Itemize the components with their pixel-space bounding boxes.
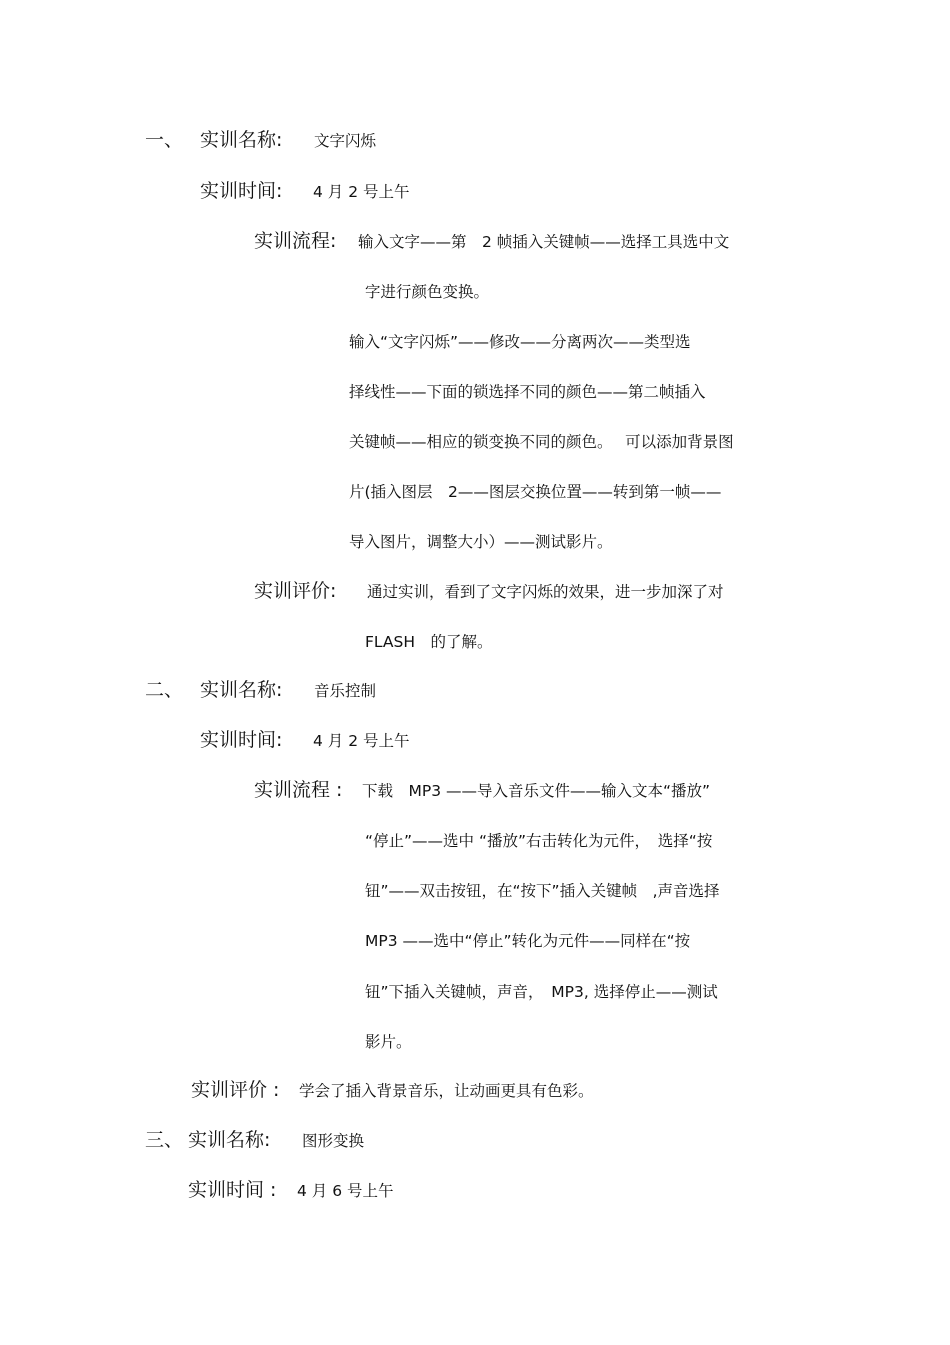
time-label: 实训时间:	[200, 180, 283, 202]
training-name: 音乐控制	[314, 682, 377, 700]
process-line: 钮”下插入关键帧，声音， MP3, 选择停止——测试	[365, 983, 718, 1001]
training-time: 4 月 2 号上午	[313, 732, 410, 750]
process-line: 片(插入图层 2——图层交换位置——转到第一帧——	[349, 483, 722, 501]
process-line: 影片。	[365, 1033, 412, 1051]
process-line: 下载 MP3 ——导入音乐文件——输入文本“播放”	[362, 782, 711, 800]
name-label: 实训名称:	[188, 1129, 271, 1151]
process-line: “停止”——选中 “播放”右击转化为元件， 选择“按	[365, 832, 713, 850]
training-name: 图形变换	[302, 1132, 365, 1150]
process-line: 钮”——双击按钮，在“按下”插入关键帧 ,声音选择	[365, 882, 720, 900]
evaluation-line: 通过实训，看到了文字闪烁的效果，进一步加深了对	[367, 583, 724, 601]
section-number: 一、	[145, 129, 184, 151]
name-label: 实训名称:	[200, 679, 283, 701]
process-line: 择线性——下面的锁选择不同的颜色——第二帧插入	[349, 383, 706, 401]
section-number: 三、	[145, 1129, 184, 1151]
evaluation-label: 实训评价:	[254, 580, 337, 602]
evaluation-line: 学会了插入背景音乐，让动画更具有色彩。	[299, 1082, 594, 1100]
training-time: 4 月 6 号上午	[297, 1182, 394, 1200]
evaluation-label: 实训评价 :	[191, 1079, 280, 1101]
process-line: 导入图片，调整大小）——测试影片。	[349, 533, 613, 551]
training-name: 文字闪烁	[314, 132, 377, 150]
process-line: 输入文字——第 2 帧插入关键帧——选择工具选中文	[358, 233, 730, 251]
training-time: 4 月 2 号上午	[313, 183, 410, 201]
name-label: 实训名称:	[200, 129, 283, 151]
process-label: 实训流程:	[254, 230, 337, 252]
process-line: 字进行颜色变换。	[365, 283, 490, 301]
evaluation-line: FLASH 的了解。	[365, 633, 493, 651]
process-label: 实训流程 :	[254, 779, 343, 801]
process-line: 输入“文字闪烁”——修改——分离两次——类型选	[349, 333, 691, 351]
process-line: MP3 ——选中“停止”转化为元件——同样在“按	[365, 932, 691, 950]
time-label: 实训时间 :	[188, 1179, 277, 1201]
process-line: 关键帧——相应的锁变换不同的颜色。 可以添加背景图	[349, 433, 734, 451]
time-label: 实训时间:	[200, 729, 283, 751]
section-number: 二、	[145, 679, 184, 701]
